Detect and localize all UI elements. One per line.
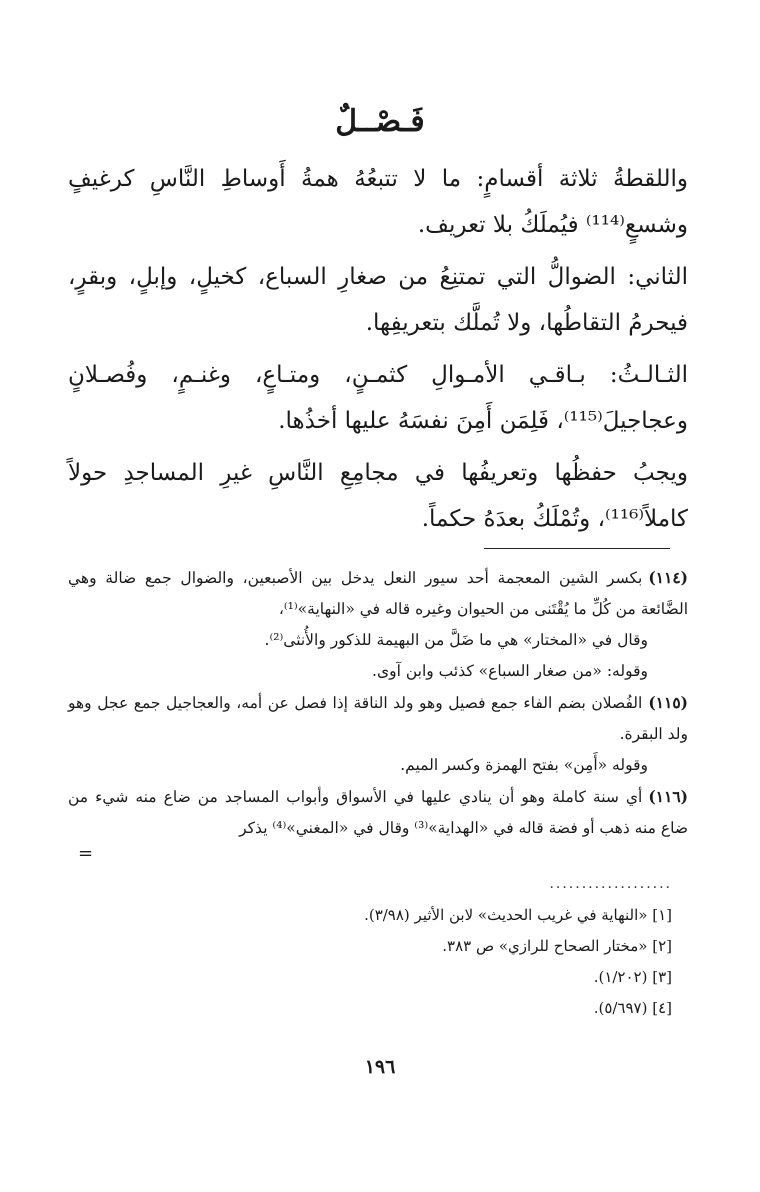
footnote-114-line-2: وقال في «المختار» هي ما ضَلَّ من البهيمة للذكور والأُنثى⁽²⁾. xyxy=(264,631,648,649)
footnote-text: الفُصلان بضم الفاء جمع فصيل وهو ولد الناقة إذا فصل عن أمه، والعجاجيل جمع عجل وهو ولد البقرة. xyxy=(68,694,688,743)
footnote-number: (١١٥) xyxy=(648,693,688,712)
editor-references xyxy=(112,900,672,1024)
footnote-separator xyxy=(484,548,670,549)
page-number: ١٩٦ xyxy=(364,1056,396,1078)
section-heading: فَـصْــلٌ xyxy=(335,104,425,139)
paragraph-third-category: الثـالـثُ: بـاقـي الأمـوالِ كثمـنٍ، ومتـاعٍ، وغنـمٍ، وفُصـلانٍ وعجاجيلَ⁽¹¹⁵⁾، فَلِمَن أَمِنَ نفسَهُ عليها أخذُها. xyxy=(68,362,688,434)
continuation-mark: = xyxy=(78,843,94,864)
footnote-115 xyxy=(68,687,688,750)
footnote-number: (١١٦) xyxy=(648,787,688,806)
reference-2: [٢] «مختار الصحاح للرازي» ص ٣٨٣. xyxy=(442,937,672,955)
footnote-text: بكسر الشين المعجمة أحد سيور النعل يدخل بين الأصبعين، والضوال جمع ضالة وهي الضَّائعة من كُلِّ ما يُقْتَنى من الحيوان وغيره قاله في «النهاية»⁽¹⁾، xyxy=(68,569,688,618)
footnote-number: (١١٤) xyxy=(648,568,688,587)
main-text xyxy=(68,156,688,548)
footnote-text: أي سنة كاملة وهو أن ينادي عليها في الأسواق وأبواب المساجد من ضاع منه شيء من ضاع منه ذهب أو فضة قاله في «الهداية»⁽³⁾ وقال في «المغني»⁽⁴⁾ يذكر xyxy=(68,788,688,837)
footnote-116 xyxy=(68,781,688,844)
footnote-114 xyxy=(68,562,688,625)
paragraph-preservation: ويجبُ حفظُها وتعريفُها في مجامِعِ النَّاسِ غيرِ المساجدِ حولاً كاملاً⁽¹¹⁶⁾، وتُمْلَكُ بعدَهُ حكماً. xyxy=(68,460,688,532)
paragraph-first-category: واللقطةُ ثلاثة أقسامٍ: ما لا تتبعُهُ همةُ أَوساطِ النَّاسِ كرغيفٍ وشسعٍ⁽¹¹⁴⁾ فيُملَكُ بلا تعريف. xyxy=(68,166,688,238)
reference-separator: ................... xyxy=(549,876,672,892)
footnote-115-line-2: وقوله «أَمِن» بفتح الهمزة وكسر الميم. xyxy=(400,756,648,774)
paragraph-second-category: الثاني: الضوالُّ التي تمتنِعُ من صغارِ السباع، كخيلٍ، وإبلٍ، وبقرٍ، فيحرمُ التقاطُها، ولا تُملَّك بتعريفِها. xyxy=(68,264,688,336)
reference-4: [٤] (٥/٦٩٧). xyxy=(593,999,672,1017)
reference-3: [٣] (١/٢٠٢). xyxy=(593,968,672,986)
reference-1: [١] «النهاية في غريب الحديث» لابن الأثير (٣/٩٨). xyxy=(364,906,672,924)
footnotes xyxy=(68,562,688,844)
footnote-114-line-3: وقوله: «من صغار السباع» كذئب وابن آوى. xyxy=(372,662,648,680)
